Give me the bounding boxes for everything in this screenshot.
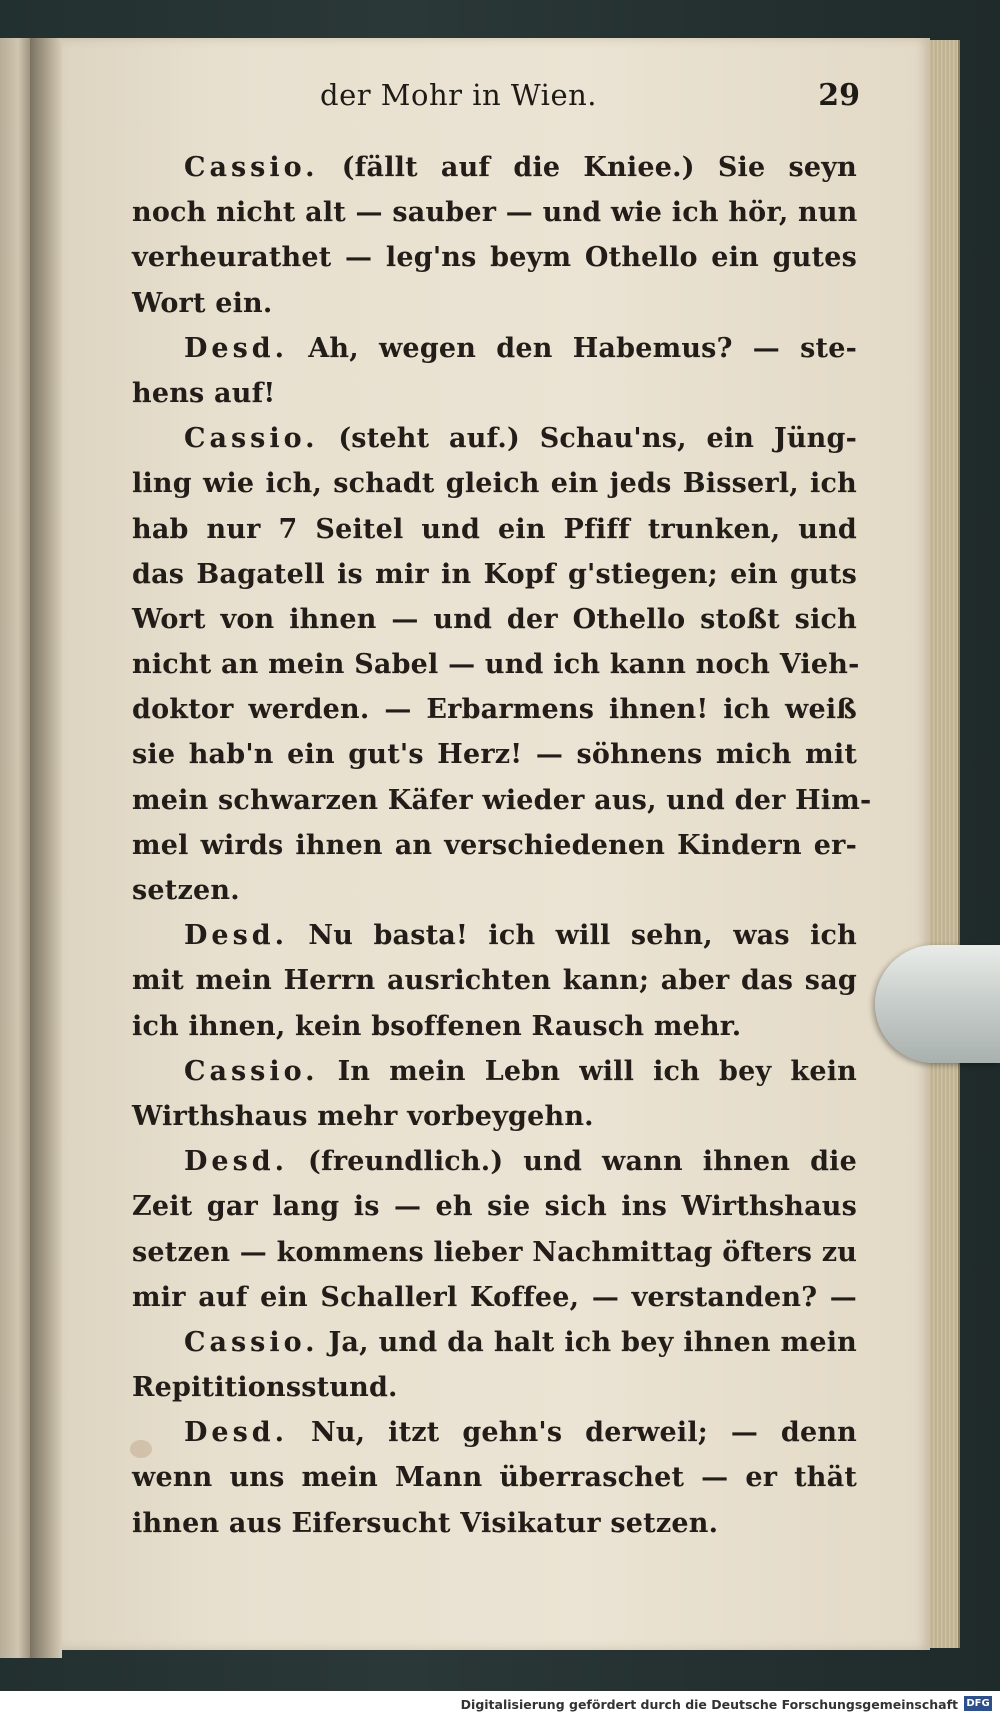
- line-text: mein schwarzen Käfer wieder aus, und der Him-: [132, 784, 872, 816]
- text-line: [132, 1230, 857, 1275]
- text-line: [132, 1455, 857, 1500]
- text-line: [132, 190, 857, 235]
- text-line: [132, 1320, 857, 1365]
- line-text: setzen — kommens lieber Nachmittag öfters zu: [132, 1236, 858, 1268]
- line-text: (freundlich.) und wann ihnen die: [288, 1146, 857, 1178]
- line-text: (steht auf.) Schau'ns, ein Jüng-: [318, 423, 857, 455]
- text-line: [132, 687, 857, 732]
- page-stack-edge: [930, 40, 960, 1648]
- line-text: noch nicht alt — sauber — und wie ich hör, nun: [132, 197, 858, 229]
- line-text: Wort von ihnen — und der Othello stoßt sich: [132, 603, 857, 635]
- line-text: mir auf ein Schallerl Koffee, — verstanden? —: [132, 1281, 857, 1313]
- running-title: der Mohr in Wien.: [320, 78, 598, 112]
- text-line: [132, 958, 857, 1003]
- text-line: [132, 778, 872, 823]
- line-text: nicht an mein Sabel — und ich kann noch Vieh-: [132, 649, 860, 681]
- text-line: [132, 1049, 857, 1094]
- line-text: setzen.: [132, 875, 240, 906]
- text-line: [132, 235, 857, 280]
- text-line: [132, 1139, 857, 1184]
- text-line: [132, 416, 857, 461]
- text-line: [132, 868, 857, 913]
- line-text: Nu, itzt gehn's derweil; — denn: [288, 1417, 857, 1449]
- text-line: [132, 1094, 857, 1139]
- speaker-name: Desd.: [184, 1417, 289, 1449]
- text-line: [132, 552, 857, 597]
- left-page-edge: [0, 38, 30, 1658]
- text-line: [132, 823, 857, 868]
- line-text: ling wie ich, schadt gleich ein jeds Bisserl, ich: [132, 468, 857, 500]
- speaker-name: Cassio.: [184, 423, 319, 455]
- line-text: wenn uns mein Mann überraschet — er thät: [132, 1462, 857, 1494]
- line-text: Nu basta! ich will sehn, was ich: [288, 920, 857, 952]
- line-text: Wirthshaus mehr vorbeygehn.: [132, 1100, 594, 1132]
- text-line: [132, 1275, 857, 1320]
- speaker-name: Cassio.: [184, 152, 319, 183]
- text-line: [132, 1365, 857, 1410]
- book-gutter: [30, 38, 62, 1658]
- text-line: [132, 1004, 857, 1049]
- speaker-name: Cassio.: [184, 1055, 319, 1087]
- speaker-name: Desd.: [184, 920, 289, 952]
- page-number: 29: [818, 78, 860, 113]
- text-line: [132, 326, 857, 371]
- line-text: hab nur 7 Seitel und ein Pfiff trunken, und: [132, 513, 857, 545]
- line-text: sie hab'n ein gut's Herz! — söhnens mich mit: [132, 739, 857, 771]
- text-line: [132, 461, 857, 506]
- speaker-name: Cassio.: [184, 1326, 319, 1358]
- speaker-name: Desd.: [184, 1146, 289, 1178]
- text-line: [132, 1410, 857, 1455]
- line-text: Repititionsstund.: [132, 1372, 398, 1404]
- line-text: ich ihnen, kein bsoffenen Rausch mehr.: [132, 1010, 742, 1042]
- line-text: mel wirds ihnen an verschiedenen Kindern er-: [132, 829, 857, 861]
- text-line: [132, 371, 857, 416]
- line-text: mit mein Herrn ausrichten kann; aber das sag: [132, 965, 857, 997]
- text-line: [132, 1184, 857, 1229]
- line-text: verheurathet — leg'ns beym Othello ein gutes: [132, 242, 857, 274]
- text-line: [132, 281, 857, 326]
- footer-credit: Digitalisierung gefördert durch die Deutsche Forschungsgemeinschaft: [460, 1697, 958, 1712]
- line-text: hens auf!: [132, 377, 276, 409]
- text-line: [132, 913, 857, 958]
- text-line: [132, 1501, 857, 1546]
- running-head: [90, 78, 860, 118]
- paper-stain: [130, 1440, 152, 1458]
- text-line: [132, 145, 857, 190]
- line-text: ihnen aus Eifersucht Visikatur setzen.: [132, 1507, 719, 1539]
- dfg-logo: DFG: [964, 1696, 992, 1711]
- book-clip: [875, 945, 1000, 1063]
- text-line: [132, 732, 857, 777]
- speaker-name: Desd.: [184, 332, 289, 364]
- line-text: das Bagatell is mir in Kopf g'stiegen; ein guts: [132, 558, 857, 590]
- line-text: Ja, und da halt ich bey ihnen mein: [318, 1326, 857, 1358]
- text-line: [132, 507, 857, 552]
- line-text: Ah, wegen den Habemus? — ste-: [288, 332, 857, 364]
- body-text: [132, 145, 872, 1546]
- text-line: [132, 642, 860, 687]
- line-text: Zeit gar lang is — eh sie sich ins Wirthshaus: [132, 1191, 857, 1223]
- line-text: Wort ein.: [132, 287, 273, 319]
- line-text: doktor werden. — Erbarmens ihnen! ich weiß: [132, 694, 857, 726]
- line-text: (fällt auf die Kniee.) Sie seyn: [318, 152, 857, 183]
- footer-bar: [0, 1691, 1000, 1715]
- text-line: [132, 597, 857, 642]
- line-text: In mein Lebn will ich bey kein: [318, 1055, 857, 1087]
